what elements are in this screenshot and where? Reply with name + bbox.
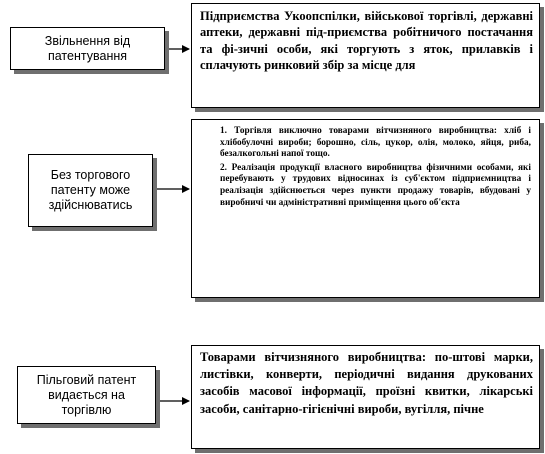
preferential-patent-label: Пільговий патент видається на торгівлю [36, 372, 137, 417]
no-patent-label: Без торгового патенту може здійснюватись [48, 168, 133, 212]
exemption-content-text: Підприємства Укоопспілки, військової торгівлі, державні аптеки, державні під-приємства робітничого постачання та фі-зичні особи, які торгують з яток, прилавків і сплачують ринковий збір за місце для [200, 9, 533, 72]
exemption-label: Звільнення від патентування [44, 33, 131, 63]
no-patent-item-2: 2. Реалізація продукції власного виробництва фізичними особами, які перебувають у трудових відносинах із суб'єктом підприємництва і реалізація здійснюється через пункти продажу товарів, вбудовані у виробничі чи адміністративні приміщення цього об'єкта [220, 162, 531, 208]
preferential-patent-content-text: Товарами вітчизняного виробництва: по-штові марки, листівки, конверти, періодичні видання друкованих засобів масової інформації, проїзні квитки, лікарські засоби, санітарно-гігієнічні вироби, вугілля, пічне [200, 350, 533, 416]
no-patent-item-1: 1. Торгівля виключно товарами вітчизняного виробництва: хліб і хлібобулочні вироби; борошно, сіль, цукор, олія, молоко, яйця, риба, безалкогольні напої тощо. [220, 126, 531, 160]
